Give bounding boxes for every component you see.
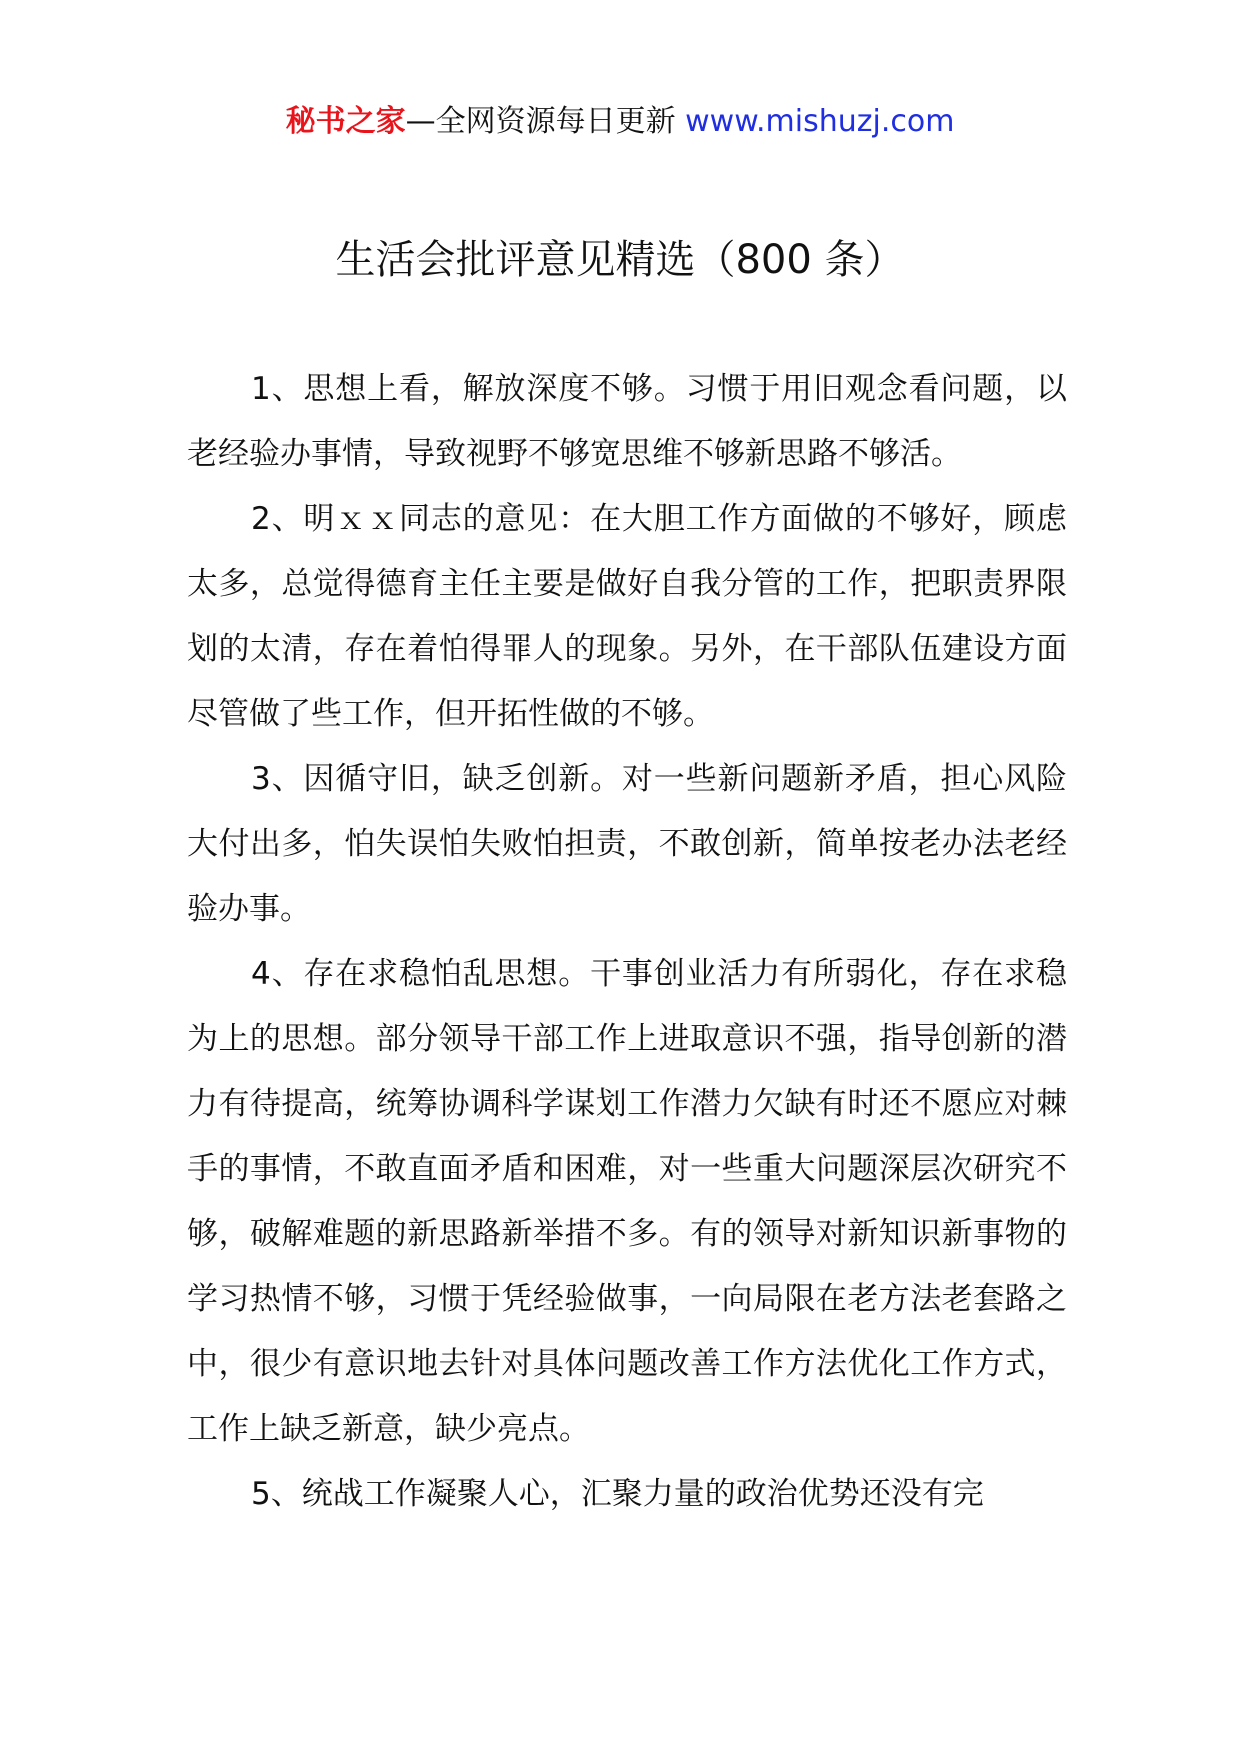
document-body [187,357,1067,1527]
paragraph-1: 1、思想上看，解放深度不够。习惯于用旧观念看问题，以老经验办事情，导致视野不够宽思维不够新思路不够活。 [187,371,1067,472]
page-header [0,100,1240,144]
brand-name: 秘书之家 [285,104,406,139]
website-link[interactable]: www.mishuzj.com [685,104,955,139]
paragraph-5: 5、统战工作凝聚人心，汇聚力量的政治优势还没有完 [251,1476,984,1512]
header-tagline: —全网资源每日更新 [405,104,676,139]
paragraph-3: 3、因循守旧，缺乏创新。对一些新问题新矛盾，担心风险大付出多，怕失误怕失败怕担责，不敢创新，简单按老办法老经验办事。 [187,761,1067,927]
paragraph-2: 2、明ｘｘ同志的意见：在大胆工作方面做的不够好，顾虑太多，总觉得德育主任主要是做好自我分管的工作，把职责界限划的太清，存在着怕得罪人的现象。另外，在干部队伍建设方面尽管做了些工作，但开拓性做的不够。 [187,501,1067,732]
document-title: 生活会批评意见精选（800 条） [335,237,905,283]
paragraph-4: 4、存在求稳怕乱思想。干事创业活力有所弱化，存在求稳为上的思想。部分领导干部工作上进取意识不强，指导创新的潜力有待提高，统筹协调科学谋划工作潜力欠缺有时还不愿应对棘手的事情，不敢直面矛盾和困难，对一些重大问题深层次研究不够，破解难题的新思路新举措不多。有的领导对新知识新事物的学习热情不够，习惯于凭经验做事，一向局限在老方法老套路之中，很少有意识地去针对具体问题改善工作方法优化工作方式，工作上缺乏新意，缺少亮点。 [187,956,1067,1447]
